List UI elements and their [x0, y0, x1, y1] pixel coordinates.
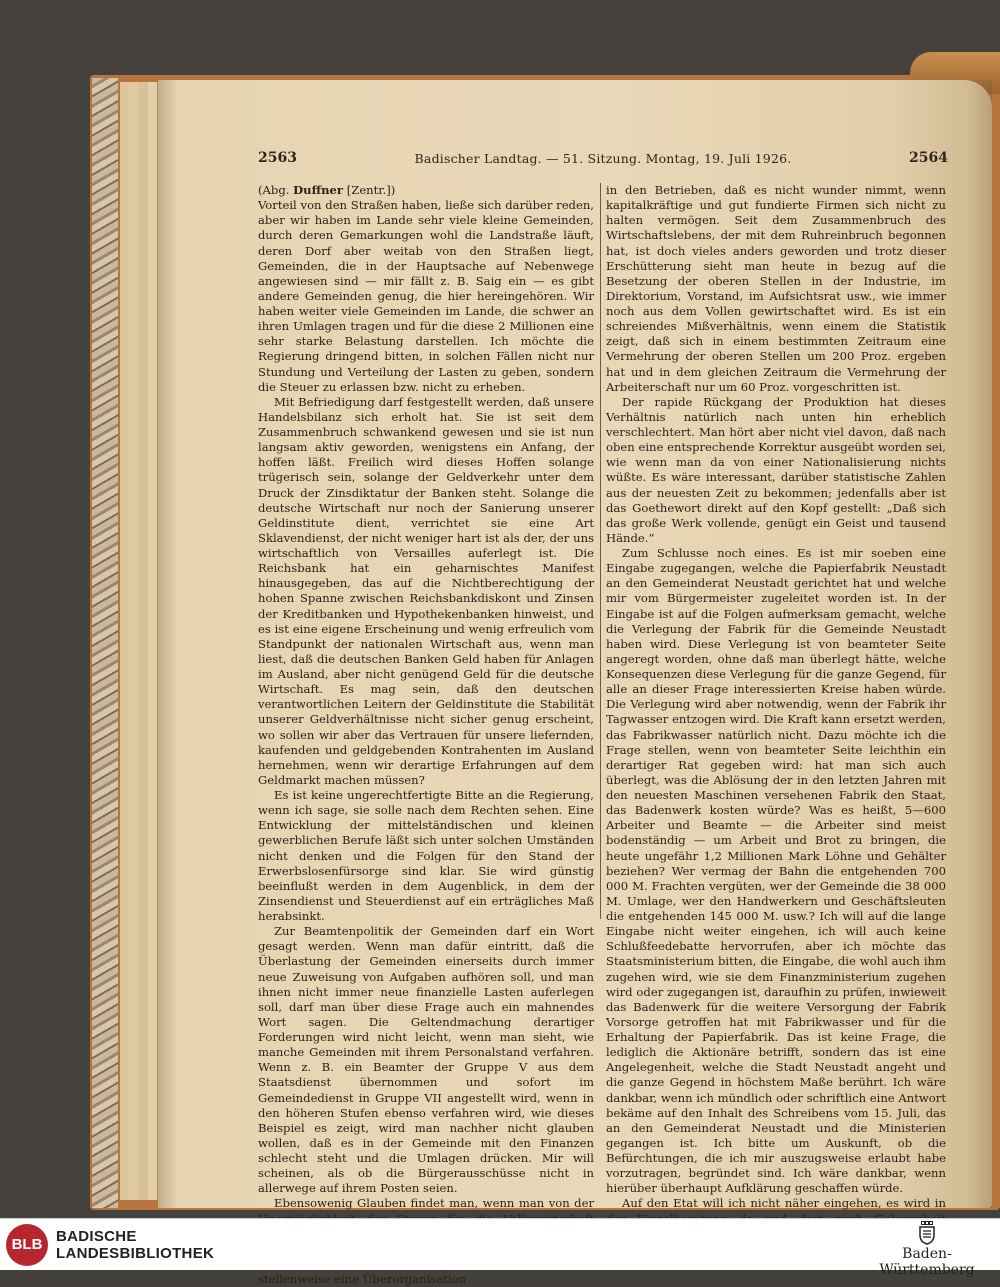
column-divider: [600, 183, 601, 919]
text-column-left: [258, 183, 594, 1287]
speaker-prefix: (Abg.: [258, 183, 290, 197]
paragraph: Der rapide Rückgang der Produktion hat dieses Verhältnis natürlich nach unten hin erheblich verschlechtert. Man hört aber nicht viel davon, daß nach oben eine entsprechende Korrektur ausgeübt worden sei, wie wenn man da von einer Nationalisierung nichts wüßte. Es wäre interessant, darüber statistische Zahlen aus der neuesten Zeit zu bekommen; jedenfalls aber ist das Goethewort direkt auf den Kopf gestellt: „Daß sich das große Werk vollende, genügt ein Geist und tausend Hände.“: [606, 394, 946, 545]
paragraph: Mit Befriedigung darf festgestellt werden, daß unsere Handelsbilanz sich erholt hat. Sie ist seit dem Zusammenbruch schwankend gewesen und sie ist nun langsam aktiv geworden, wenigstens ein Anfang, der hoffen läßt. Freilich wird dieses Hoffen solange trügerisch sein, solange der Geldverkehr unter dem Druck der Zinsdiktatur der Banken steht. Solange die deutsche Wirtschaft nur noch der Sanierung unserer Geldinstitute dient, verrichtet sie eine Art Sklavendienst, der nicht weniger hart ist als der, der uns wirtschaftlich von Versailles auferlegt ist. Die Reichsbank hat ein geharnischtes Manifest hinausgegeben, das auf die Nichtberechtigung der hohen Spanne zwischen Reichsbankdiskont und Zinsen der Kreditbanken und Hypothekenbanken hinweist, und es ist eine eigene Erscheinung und wenig erfreulich vom Standpunkt der nationalen Wirtschaft aus, wenn man liest, daß die deutschen Banken Geld haben für Anlagen im Ausland, aber nicht genügend Geld für die deutsche Wirtschaft. Es mag sein, daß den deutschen verantwortlichen Leitern der Geldinstitute die Stabilität unserer Geldverhältnisse nicht sicher genug erscheint, wo sollen wir aber das Vertrauen für unsere liefernden, kaufenden und geldgebenden Kontrahenten im Ausland hernehmen, wenn wir derartige Erfahrungen auf dem Geldmarkt machen müssen?: [258, 394, 594, 787]
speaker-party: [Zentr.]): [346, 183, 396, 197]
paragraph: Ebensowenig Glauben findet man, wenn man von der stellenweise eine Überorganisation: [258, 1196, 594, 1286]
library-name-line2: LANDESBIBLIOTHEK: [56, 1245, 215, 1262]
state-label: Baden-Württemberg: [879, 1246, 975, 1278]
paragraph: Zum Schlusse noch eines. Es ist mir soeben eine Eingabe zugegangen, welche die Papierfabrik Neustadt an den Gemeinderat Neustadt gerichtet hat und welche mir vom Bürgermeister zugeleitet worden ist. In der Eingabe ist auf die Folgen aufmerksam gemacht, welche die Verlegung der Fabrik für die Gemeinde Neustadt haben wird. Diese Verlegung ist von beamteter Seite angeregt worden, ohne daß man überlegt hätte, welche Konsequenzen diese Verlegung für die ganze Gegend, für alle an dieser Frage interessierten Kreise haben würde. Die Verlegung wird aber notwendig, wenn der Fabrik ihr Tagwasser entzogen wird. Die Kraft kann ersetzt werden, das Fabrikwasser natürlich nicht. Dazu möchte ich die Frage stellen, wenn von beamteter Seite leichthin ein derartiger Rat gegeben wird: hat man sich auch überlegt, was die Ablösung der in den letzten Jahren mit den neuesten Maschinen versehenen Fabrik den Staat, das Badenwerk kosten würde? Was es heißt, 5—600 Arbeiter und Beamte — die Arbeiter sind meist bodenständig — um Arbeit und Brot zu bringen, die heute ungefähr 1,2 Millionen Mark Löhne und Gehälter beziehen? Wer vermag der Bahn die entgehenden 700 000 M. Frachten vergüten, wer der Gemeinde die 38 000 M. Umlage, wer den Handwerkern und Geschäftsleuten die entgehenden 145 000 M. usw.? Ich will auf die lange Eingabe nicht weiter eingehen, ich will auch keine Schlußfeedebatte hervorrufen, aber ich möchte das Staatsministerium bitten, die Eingabe, die wohl auch ihm zugehen wird, wie sie dem Finanzministerium zugehen wird oder zugegangen ist, daraufhin zu prüfen, inwieweit das Badenwerk für die weitere Versorgung der Fabrik Vorsorge getroffen hat mit Fabrikwasser und für die Erhaltung der Papierfabrik. Das ist keine Frage, die lediglich die Aktionäre betrifft, sondern das ist eine Angelegenheit, welche die Stadt Neustadt angeht und die ganze Gegend in höchstem Maße berührt. Ich wäre dankbar, wenn ich mündlich oder schriftlich eine Antwort bekäme auf den Inhalt des Schreibens vom 15. Juli, das an den Gemeinderat Neustadt und die Ministerien gegangen ist. Ich bitte um Auskunft, ob die Befürchtungen, die ich mir auszugsweise erlaubt habe vorzutragen, begründet sind. Ich wäre dankbar, wenn hierüber überhaupt Aufklärung geschaffen würde.: [606, 546, 946, 1196]
viewer-footer: [0, 1218, 1000, 1278]
marbled-endpaper: [92, 78, 118, 1208]
paragraph: Auf den Etat will ich nicht näher eingehen, es wird in: [622, 1196, 946, 1211]
paragraph: Zur Beamtenpolitik der Gemeinden darf ein Wort gesagt werden. Wenn man dafür eintritt, daß die Überlastung der Gemeinden einerseits durch immer neue Zuweisung von Aufgaben aufhören soll, und man ihnen nicht immer neue finanzielle Lasten auferlegen soll, darf man über diese Frage auch ein mahnendes Wort sagen. Die Geltendmachung derartiger Forderungen wird nicht leicht, wenn man sieht, wie manche Gemeinden mit ihrem Personalstand verfahren. Wenn z. B. ein Beamter der Gruppe V aus dem Staatsdienst übernommen und sofort im Gemeindedienst in Gruppe VII angestellt wird, wenn in den höheren Stufen ebenso verfahren wird, wie dieses Beispiel es zeigt, wird man nachher nicht glauben wollen, daß es in der Gemeinde mit den Finanzen schlecht steht und die Umlagen drücken. Mir will scheinen, als ob die Bürgerausschüsse nicht in allerwege auf ihrem Posten seien.: [258, 924, 594, 1196]
speaker-line: [258, 183, 594, 198]
speaker-name: Duffner: [293, 183, 344, 197]
paragraph: Es ist keine ungerechtfertigte Bitte an die Regierung, wenn ich sage, sie solle nach dem Rechten sehen. Eine Entwicklung der mittelständischen und kleinen gewerblichen Berufe läßt sich unter solchen Umständen nicht denken und die Folgen für den Stand der Erwerbslosenfürsorge sind klar. Sie wird günstig beeinflußt werden in dem Augenblick, in dem der Zinsendienst und Steuerdienst auf ein erträgliches Maß herabsinkt.: [258, 788, 594, 923]
paragraph: Vorteil von den Straßen haben, ließe sich darüber reden, aber wir haben im Lande sehr viele kleine Gemeinden, durch deren Gemarkungen wohl die Landstraße läuft, deren Dorf aber weitab von den Straßen liegt, Gemeinden, die in der Hauptsache auf Nebenwege angewiesen sind — mir fällt z. B. Saig ein — es gibt andere Gemeinden genug, die hier hereingehören. Wir haben weiter viele Gemeinden im Lande, die schwer an ihren Umlagen tragen und für die diese 2 Millionen eine sehr starke Belastung darstellen. Ich möchte die Regierung dringend bitten, in solchen Fällen nicht nur Stundung und Verteilung der Lasten zu geben, sondern die Steuer zu erlassen bzw. nicht zu erheben.: [258, 198, 594, 394]
paragraph: in den Betrieben, daß es nicht wunder nimmt, wenn kapitalkräftige und gut fundierte Firmen sich nicht zu halten vermögen. Seit dem Zusammenbruch des Wirtschaftslebens, der mit dem Ruhreinbruch begonnen hat, ist doch vieles anders geworden und trotz dieser Erschütterung sieht man heute in bezug auf die Besetzung der oberen Stellen in der Industrie, im Direktorium, Vorstand, im Aufsichtsrat usw., wie immer noch aus dem Vollen gewirtschaftet wird. Es ist ein schreiendes Mißverhältnis, wenn einem die Statistik zeigt, daß sich in einem bestimmten Zeitraum eine Vermehrung der oberen Stellen um 200 Proz. ergeben hat und in dem gleichen Zeitraum die Vermehrung der Arbeiterschaft nur um 60 Proz. vorgeschritten ist.: [606, 183, 946, 394]
text-column-right: [606, 183, 946, 1242]
library-name-line1: BADISCHE: [56, 1228, 137, 1245]
library-name[interactable]: [56, 1228, 214, 1262]
blb-logo[interactable]: BLB: [6, 1224, 48, 1266]
state-logo[interactable]: [862, 1221, 992, 1278]
page-number-left: 2563: [258, 150, 297, 166]
coat-of-arms-icon: [918, 1221, 936, 1245]
running-title: Badischer Landtag. — 51. Sitzung. Montag, 19. Juli 1926.: [414, 151, 792, 166]
page-header: [258, 150, 948, 170]
page-number-right: 2564: [909, 150, 948, 166]
page-block-edge: [148, 82, 158, 1200]
